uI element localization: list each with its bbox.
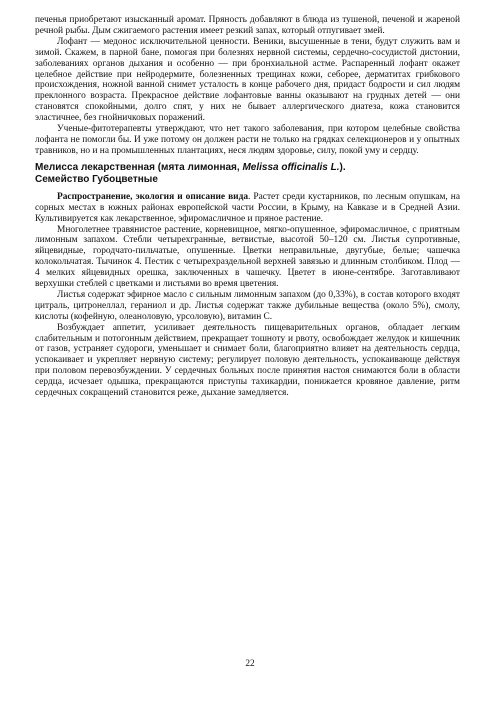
heading-part2: ). <box>339 161 346 173</box>
heading-part1: Мелисса лекарственная (мята лимонная, <box>35 161 243 173</box>
section-heading <box>35 162 460 187</box>
paragraph-composition: Листья содержат эфирное масло с сильным лимонным запахом (до 0,33%), в состав которого входят цитраль, цитронеллал, гераниол и др. Листья содержат также дубильные вещества (около 5%), смолу, кислоты (кофейную, олеаноловую, урсоловую), витамин С. <box>35 289 460 322</box>
page-text <box>35 15 460 399</box>
page-number: 22 <box>245 659 255 669</box>
heading-latin-name: Melissa officinalis L. <box>242 161 340 173</box>
paragraph-top-3: Ученые-фитотерапевты утверждают, что нет такого заболевания, при котором целебные свойства лофанта не помогли бы. И уже потому он должен расти не только на грядках селекционеров и у опытных травников, но и на промышленных плантациях, неся людям здоровье, силу, покой уму и сердцу. <box>35 124 460 156</box>
distribution-lead: Распространение, экология и описание вида <box>57 191 249 202</box>
heading-family: Семейство Губоцветные <box>35 174 158 186</box>
paragraph-top-1: печенья приобретают изысканный аромат. Пряность добавляют в блюда из тушеной, печеной и жареной речной рыбы. Дым сжигаемого растения имеет резкий запах, который отпугивает змей. <box>35 15 460 36</box>
paragraph-action: Возбуждает аппетит, усиливает деятельность пищеварительных органов, обладает легким слабительным и потогонным действием, прекращает тошноту и рвоту, освобождает желудок и кишечник от газов, устраняет судороги, уменьшает и снимает боли, благоприятно влияет на деятельность сердца, успокаивает и укрепляет нервную систему; регулирует половую деятельность, успокаивающе действуя при половом перевозбуждении. У сердечных больных после принятия настоя снимаются боли в области сердца, исчезает одышка, прекращаются приступы тахикардии, понижается кровяное давление, ритм сердечных сокращений становится реже, дыхание замедляется. <box>35 322 460 399</box>
paragraph-description: Многолетнее травянистое растение, корневищное, мягко-опушенное, эфиромасличное, с приятным лимонным запахом. Стебли четырехгранные, ветвистые, высотой 50–120 см. Листья супротивные, яйцевидные, городчато-пильчатые, опушенные. Цветки неправильные, двугубые, белые; чашечка колокольчатая. Тычинок 4. Пестик с четырехраздельной верхней завязью и длинным столбиком. Плод — 4 мелких яйцевидных орешка, заключенных в чашечку. Цветет в июне-сентябре. Заготавливают верхушки стеблей с цветками и листьями во время цветения. <box>35 224 460 290</box>
paragraph-top-2: Лофант — медонос исключительной ценности. Веники, высушенные в тени, будут служить вам и зимой. Скажем, в парной бане, помогая при болезнях нервной системы, сердечно-сосудистой дистонии, заболеваниях органов дыхания и особенно — при бронхиальной астме. Распаренный лофант окажет целебное действие при нейродермите, болезненных трещинах кожи, себорее, дерматитах грибкового происхождения, ножной ванной снимет усталость в конце рабочего дня, придаст бодрости и сил людям преклонного возраста. Прекрасное действие лофантовые ванны оказывают на грудных детей — они становятся спокойными, долго спят, у них не бывает аллергического диатеза, кожа становится эластичнее, без гнойничковых поражений. <box>35 36 460 124</box>
distribution-text: . Растет среди кустарников, по лесным опушкам, на сорных местах в южных районах европейской части России, в Крыму, на Кавказе и в Средней Азии. Культивируется как лекарственное, эфиромасличное и пряное растение. <box>35 191 460 224</box>
paragraph-distribution <box>35 192 460 225</box>
